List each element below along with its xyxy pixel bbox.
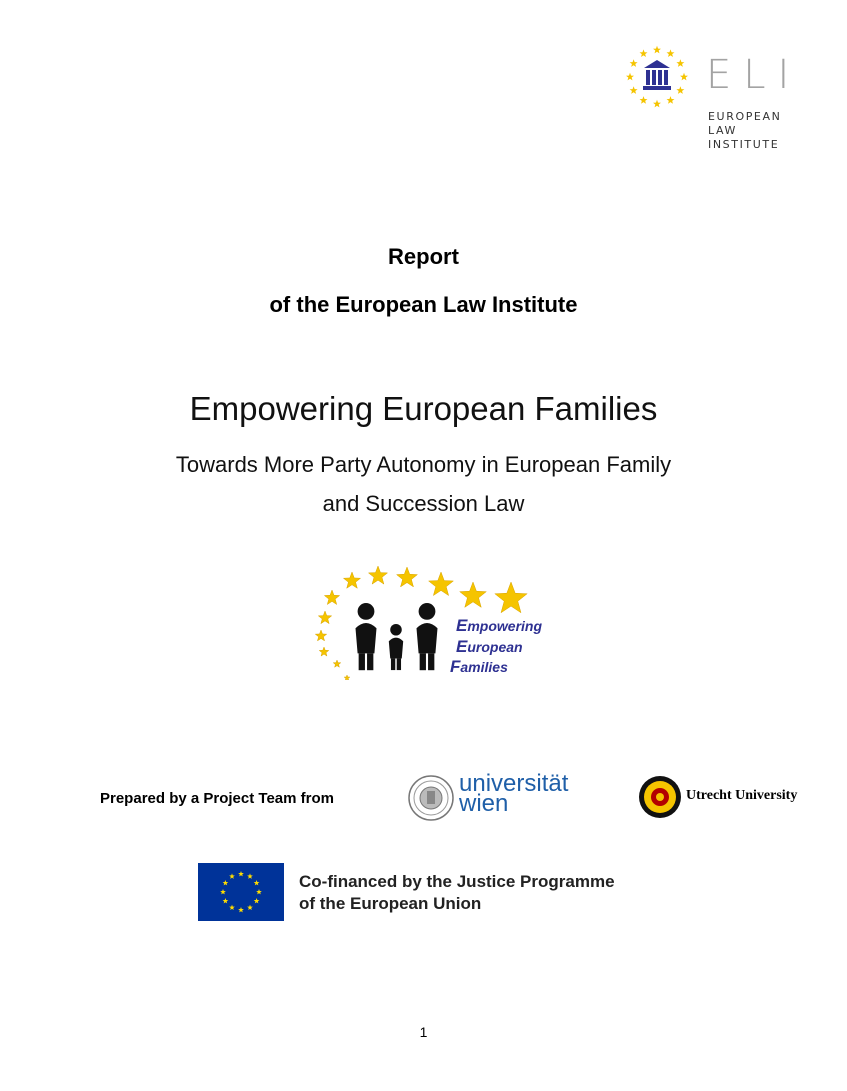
logo-star-icon bbox=[397, 567, 418, 587]
logo-word-rest-2: uropean bbox=[467, 639, 523, 655]
eli-star-icon bbox=[640, 49, 648, 57]
eu-flag-icon bbox=[198, 863, 284, 921]
logo-star-icon bbox=[318, 611, 331, 624]
logo-initial-f: F bbox=[450, 657, 461, 676]
logo-word-empowering bbox=[456, 616, 542, 636]
logo-star-icon bbox=[368, 566, 387, 584]
logo-word-families bbox=[450, 657, 508, 677]
eli-line-institute: INSTITUTE bbox=[708, 138, 780, 151]
logo-star-icon bbox=[324, 590, 339, 604]
utrecht-university-logo bbox=[638, 775, 808, 819]
logo-word-rest-3: amilies bbox=[460, 659, 508, 675]
university-seal-icon bbox=[407, 774, 455, 822]
empowering-families-logo bbox=[310, 560, 560, 680]
eli-star-icon bbox=[676, 86, 684, 94]
person-silhouette-icon bbox=[389, 624, 403, 670]
eli-star-icon bbox=[676, 59, 684, 67]
logo-word-european bbox=[456, 637, 523, 657]
eli-letters: ELI bbox=[706, 52, 802, 98]
logo-initial-e2: E bbox=[456, 637, 468, 656]
eli-line-law: LAW bbox=[708, 124, 737, 137]
logo-star-icon bbox=[344, 675, 350, 680]
funding-line1: Co-financed by the Justice Programme bbox=[299, 872, 615, 891]
eli-star-icon bbox=[667, 49, 675, 57]
university-wien-name bbox=[459, 770, 569, 817]
report-subtitle: of the European Law Institute bbox=[269, 292, 578, 317]
utrecht-university-name: Utrecht University bbox=[686, 788, 798, 803]
logo-star-icon bbox=[495, 582, 527, 613]
document-title: Empowering European Families bbox=[189, 390, 658, 427]
eli-star-icon bbox=[640, 96, 648, 104]
person-silhouette-icon bbox=[356, 603, 377, 670]
university-wien-line1: universität bbox=[459, 770, 569, 797]
logo-initial-e1: E bbox=[456, 616, 468, 635]
eli-star-icon bbox=[630, 59, 638, 67]
eli-star-icon bbox=[626, 73, 634, 81]
logo-star-icon bbox=[319, 647, 329, 656]
logo-star-icon bbox=[429, 572, 454, 596]
document-subtitle-line2: and Succession Law bbox=[322, 491, 525, 516]
utrecht-sun-icon bbox=[638, 775, 682, 819]
funding-line2: of the European Union bbox=[299, 894, 482, 913]
prepared-by-label: Prepared by a Project Team from bbox=[100, 790, 334, 807]
eli-star-icon bbox=[630, 86, 638, 94]
logo-star-icon bbox=[460, 582, 487, 607]
logo-star-icon bbox=[333, 660, 341, 667]
logo-word-rest-1: mpowering bbox=[467, 618, 543, 634]
page-number: 1 bbox=[419, 1024, 428, 1040]
logo-star-icon bbox=[343, 572, 360, 588]
logo-star-icon bbox=[315, 630, 326, 641]
eli-line-european: EUROPEAN bbox=[708, 110, 782, 123]
eli-star-icon bbox=[667, 96, 675, 104]
eli-star-icon bbox=[653, 100, 661, 108]
eli-logo bbox=[624, 44, 804, 156]
document-subtitle-line1: Towards More Party Autonomy in European Family bbox=[175, 452, 672, 477]
university-wien-line2: wien bbox=[459, 790, 509, 817]
report-label: Report bbox=[388, 244, 459, 269]
eli-star-icon bbox=[680, 73, 688, 81]
person-silhouette-icon bbox=[417, 603, 438, 670]
universitat-wien-logo bbox=[407, 772, 582, 824]
eli-star-icon bbox=[653, 46, 661, 54]
eli-star-circle-icon bbox=[624, 44, 690, 110]
